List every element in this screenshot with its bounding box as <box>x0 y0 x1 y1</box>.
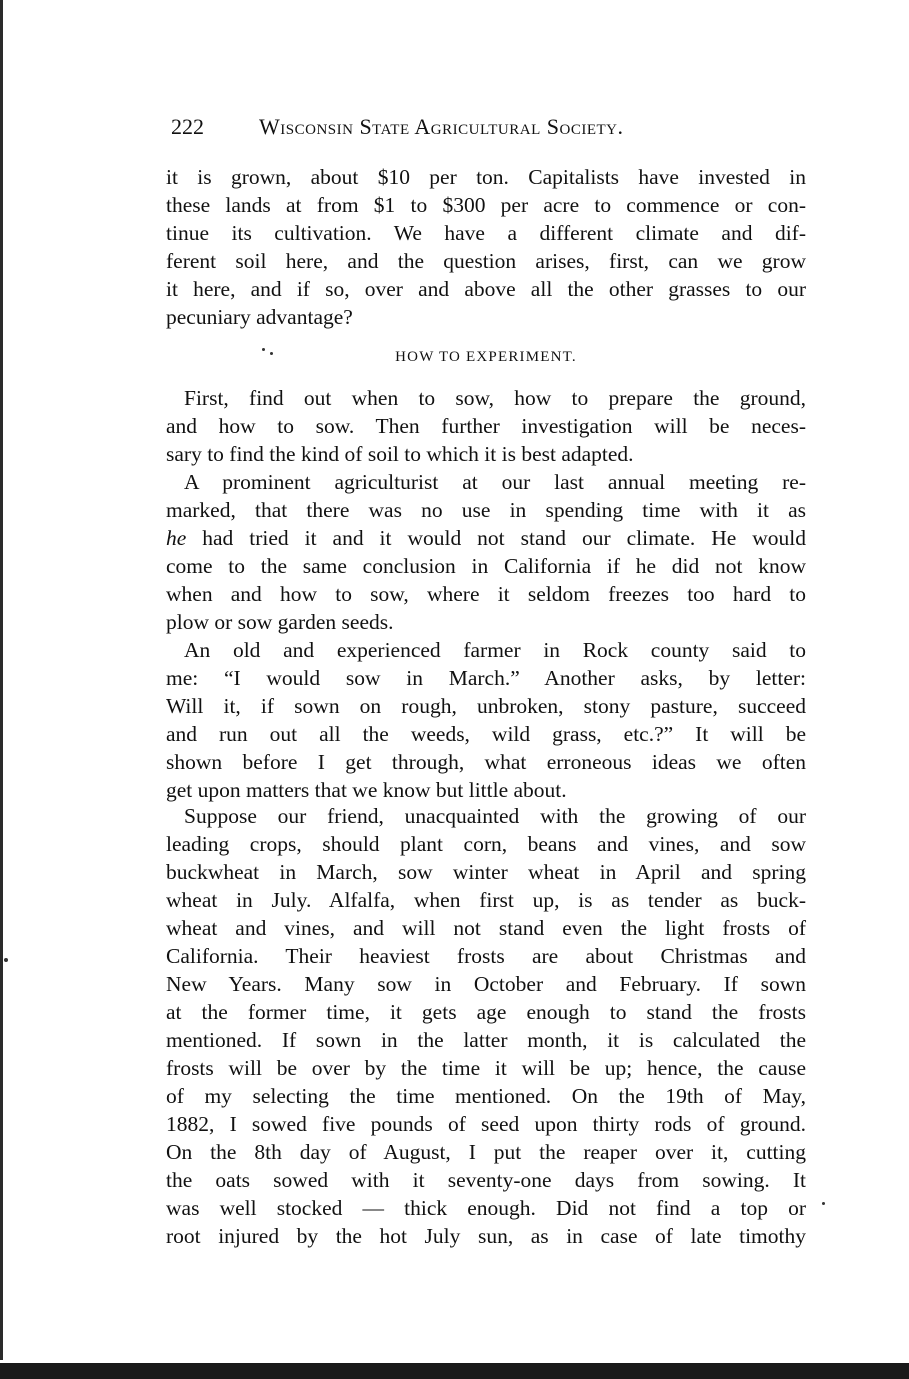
paragraph-rock-county <box>166 636 806 804</box>
text-line: ferent soil here, and the question arises, first, can we grow <box>166 249 806 273</box>
text-line: tinue its cultivation. We have a different climate and dif- <box>166 221 806 245</box>
page-bottom-edge <box>0 1363 909 1379</box>
text-line: First, find out when to sow, how to prepare the ground, <box>184 386 806 410</box>
text-line: A prominent agriculturist at our last annual meeting re- <box>184 470 806 494</box>
paragraph-find-out <box>166 384 806 468</box>
text-line: it is grown, about $10 per ton. Capitalists have invested in <box>166 165 806 189</box>
text-line: buckwheat in March, sow winter wheat in April and spring <box>166 860 806 884</box>
text-line: and run out all the weeds, wild grass, etc.?” It will be <box>166 722 806 746</box>
text-line: of my selecting the time mentioned. On the 19th of May, <box>166 1084 806 1108</box>
text-line: leading crops, should plant corn, beans and vines, and sow <box>166 832 806 856</box>
text-line: New Years. Many sow in October and February. If sown <box>166 972 806 996</box>
text-line: On the 8th day of August, I put the reaper over it, cutting <box>166 1140 806 1164</box>
text-line-rest: had tried it and it would not stand our climate. He would <box>202 526 806 550</box>
text-line: it here, and if so, over and above all the other grasses to our <box>166 277 806 301</box>
text-line: and how to sow. Then further investigation will be neces- <box>166 414 806 438</box>
text-line: pecuniary advantage? <box>166 305 353 329</box>
text-line: California. Their heaviest frosts are about Christmas and <box>166 944 806 968</box>
text-line: mentioned. If sown in the latter month, it is calculated the <box>166 1028 806 1052</box>
intro-paragraph <box>166 163 806 331</box>
paragraph-agriculturist <box>166 468 806 636</box>
text-line-with-italic <box>166 524 806 552</box>
page-header <box>171 112 751 142</box>
text-line: the oats sowed with it seventy-one days from sowing. It <box>166 1168 806 1192</box>
scan-speck <box>4 958 8 962</box>
running-title: Wisconsin State Agricultural Society. <box>259 114 624 139</box>
page-number: 222 <box>171 114 204 139</box>
text-line: when and how to sow, where it seldom freezes too hard to <box>166 582 806 606</box>
text-line: Will it, if sown on rough, unbroken, stony pasture, succeed <box>166 694 806 718</box>
text-line: plow or sow garden seeds. <box>166 610 394 634</box>
text-line: these lands at from $1 to $300 per acre to commence or con- <box>166 193 806 217</box>
text-line: get upon matters that we know but little about. <box>166 778 567 802</box>
scan-speck <box>270 352 273 355</box>
text-line: wheat in July. Alfalfa, when first up, is as tender as buck- <box>166 888 806 912</box>
text-line: 1882, I sowed five pounds of seed upon thirty rods of ground. <box>166 1112 806 1136</box>
text-line: come to the same conclusion in California if he did not know <box>166 554 806 578</box>
section-heading: HOW TO EXPERIMENT. <box>395 349 577 365</box>
text-line: frosts will be over by the time it will be up; hence, the cause <box>166 1056 806 1080</box>
italic-word: he <box>166 526 187 550</box>
scan-speck <box>822 1202 825 1205</box>
text-line: marked, that there was no use in spending time with it as <box>166 498 806 522</box>
text-line: at the former time, it gets age enough to stand the frosts <box>166 1000 806 1024</box>
text-line: Suppose our friend, unacquainted with the growing of our <box>184 804 806 828</box>
text-line: An old and experienced farmer in Rock county said to <box>184 638 806 662</box>
paragraph-suppose <box>166 802 806 1250</box>
text-line: wheat and vines, and will not stand even the light frosts of <box>166 916 806 940</box>
text-line: root injured by the hot July sun, as in case of late timothy <box>166 1224 806 1248</box>
text-line: shown before I get through, what erroneous ideas we often <box>166 750 806 774</box>
page-left-edge <box>0 0 3 1360</box>
text-line: was well stocked — thick enough. Did not find a top or <box>166 1196 806 1220</box>
scan-speck <box>262 348 265 351</box>
text-line: sary to find the kind of soil to which it is best adapted. <box>166 442 634 466</box>
text-line: me: “I would sow in March.” Another asks, by letter: <box>166 666 806 690</box>
